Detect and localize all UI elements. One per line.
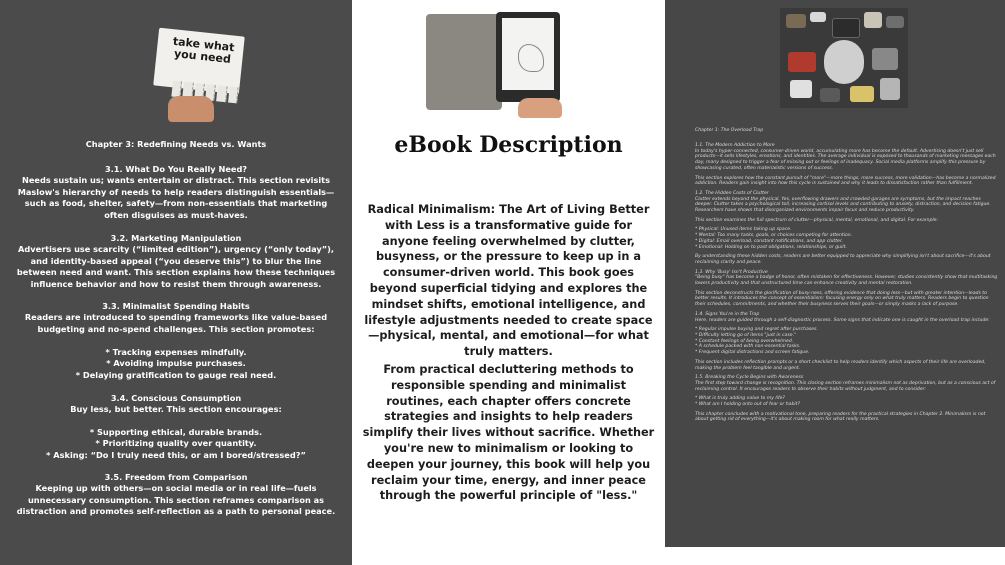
bullet: * Asking: “Do I truly need this, or am I bored/stressed?” [46, 449, 306, 460]
section-body: Keeping up with others—on social media or in real life—fuels unnecessary consumption. This section reframes comparison as distraction and promotes self-reflection as a path to personal peace. [16, 483, 336, 517]
section-3-3 [14, 301, 338, 335]
bullet: * Prioritizing quality over quantity. [95, 438, 257, 449]
section-heading: 3.4. Conscious Consumption [110, 393, 242, 403]
paragraph: Here, readers are guided through a self-diagnostic process. Some signs that indicate one is caught in the overload trap include: [695, 317, 990, 323]
bullet: * Supporting ethical, durable brands. [89, 427, 263, 437]
paragraph: This chapter concludes with a motivational tone, preparing readers for the practical strategies in Chapter 2. Minimalism is not about getting rid of everything—it's about making room for what really matters. [695, 411, 986, 423]
ereader-photo [422, 10, 562, 120]
right-panel [665, 0, 1005, 565]
bullet: * A schedule packed with non-essential tasks. [695, 344, 801, 350]
bullet: * Mental: Too many tasks, goals, or choices competing for attention. [695, 233, 853, 239]
section-heading: 3.5. Freedom from Comparison [104, 472, 248, 482]
section-heading: 3.1. What Do You Really Need? [104, 164, 248, 174]
subheading: 1.4. Signs You're in the Trap [695, 311, 760, 317]
ebook-description-title: eBook Description [394, 132, 623, 158]
bullet: * What am I holding onto out of fear or habit? [695, 402, 800, 408]
bullet: * What is truly adding value to my life? [695, 396, 785, 402]
bullet: * Emotional: Holding on to past obligations, relationships, or guilt. [695, 244, 847, 250]
subheading: 1.1. The Modern Addiction to More [695, 143, 775, 148]
section-body: Needs sustain us; wants entertain or distract. This section revisits Maslow's hierarchy of needs to help readers distinguish essentials—such as food, shelter, safety—from non-essentials that marketing often disguises as must-haves. [17, 175, 335, 220]
bullet: * Constant feelings of being overwhelmed. [695, 338, 794, 344]
section-3-3-bullets [14, 347, 338, 381]
paragraph: "Being busy" has become a badge of honor, often mistaken for effectiveness. However, studies consistently show that multitasking lowers productivity and that unstructured time can enhance creativity and mental restoration. [695, 275, 998, 287]
section-body: Advertisers use scarcity (“limited edition”), urgency (“only today”), and identity-based appeal (“you deserve this”) to blur the line between need and want. This section explains how these techniques influence behavior and how to resist them through awareness. [16, 244, 336, 289]
section-body: Readers are introduced to spending frameworks like value-based budgeting and no-spend challenges. This section promotes: [24, 312, 328, 334]
section-heading: 3.3. Minimalist Spending Habits [102, 301, 250, 311]
section-3-4 [14, 393, 338, 416]
hand [168, 96, 214, 122]
section-3-1 [14, 164, 338, 221]
section-3-5 [14, 472, 338, 518]
section-3-2 [14, 233, 338, 290]
paragraph: In today's hyper-connected, consumer-driven world, accumulating more has become the default. Advertising doesn't just sell products—it sells lifestyles, emotions, and identities. The average individual is exposed to thousands of marketing messages each day, many designed to trigger a fear of missing out or feelings of inadequacy. Social media platforms amplify this pressure by showcasing curated, often materialistic versions of success. [695, 148, 996, 171]
chapter-3-title: Chapter 3: Redefining Needs vs. Wants [85, 139, 267, 149]
section-heading: 3.2. Marketing Manipulation [110, 233, 242, 243]
note-text: take what you need [172, 34, 236, 66]
section-body: Buy less, but better. This section encourages: [70, 404, 282, 415]
take-what-you-need-photo [150, 22, 248, 122]
bullet: * Tracking expenses mindfully. [105, 347, 247, 357]
paragraph: This section examines the full spectrum of clutter—physical, mental, emotional, and digital. For example: [695, 217, 939, 223]
description-paragraph-1: Radical Minimalism: The Art of Living Better with Less is a transformative guide for anyone feeling overwhelmed by clutter, busyness, or the pressure to keep up in a consumer-driven world. This book goes beyond superficial tidying and explores the mindset shifts, emotional intelligence, and lifestyle adjustments needed to create space—physical, mental, and emotional—for what truly matters. [364, 203, 653, 359]
bullet: * Regular impulse buying and regret after purchases. [695, 327, 818, 333]
bullet: * Digital: Email overload, constant notifications, and app clutter. [695, 238, 843, 244]
paragraph: Clutter extends beyond the physical. Yes, overflowing drawers and crowded garages are symptoms, but the impact reaches deeper. Clutter takes a psychological toll, increasing cortisol levels and contributing to anxiety, distraction, and decision fatigue. Researchers have shown that disorganized environments impair focus and reduce productivity. [695, 196, 991, 214]
paragraph: The first step toward change is recognition. This closing section reframes minimalism not as deprivation, but as a conscious act of reclaiming control. It encourages readers to observe their habits without judgment, and to consider: [695, 380, 996, 392]
description-paragraph-2: From practical decluttering methods to responsible spending and minimalist routines, each chapter offers concrete strategies and insights to help readers simplify their lives without sacrifice. Whether you're new to minimalism or looking to deepen your journey, this book will help you reclaim your time, energy, and inner peace through the powerful principle of "less." [362, 363, 655, 503]
ereader-cover [426, 14, 502, 110]
subheading: 1.3. Why 'Busy' Isn't Productive [695, 269, 768, 275]
paragraph: By understanding these hidden costs, readers are better equipped to appreciate why simplifying isn't about sacrifice—it's about reclaiming clarity and peace. [695, 254, 991, 265]
section-3-4-bullets [14, 427, 338, 461]
chapter-1-page [665, 0, 1005, 547]
paragraph: This section deconstructs the glorification of busy-ness, offering evidence that doing less—but with greater intention—leads to better results. It introduces the concept of essentialism: focusing energy only on what truly matters. Readers begin to question their schedules, commitments, and whether their busyness serves their goals—or simply masks a lack of purpose. [695, 290, 989, 308]
paragraph: This section includes reflection prompts or a short checklist to help readers identify which aspects of their life are overloaded, making the problem feel tangible and urgent. [695, 359, 986, 371]
bullet: * Delaying gratification to gauge real need. [75, 369, 277, 380]
subheading: 1.2. The Hidden Costs of Clutter [695, 190, 769, 196]
paragraph: This section explores how the constant pursuit of "more"—more things, more success, more validation—has become a normalized addiction. Readers gain insight into how this cycle is sustained and why it leads to dissatisfaction rather than fulfillment. [695, 175, 996, 187]
bullet: * Avoiding impulse purchases. [106, 358, 246, 369]
bullet: * Difficulty letting go of items "just in case." [695, 332, 797, 338]
middle-panel [352, 0, 665, 565]
chapter-1-title: Chapter 1: The Overload Trap [695, 128, 764, 133]
overload-photo [780, 8, 908, 108]
hand [518, 98, 562, 118]
chapter-1-content [695, 143, 999, 423]
bullet: * Frequent digital distractions and screen fatigue. [695, 350, 810, 356]
subheading: 1.5. Breaking the Cycle Begins with Awareness [695, 375, 804, 381]
bullet: * Physical: Unused items taking up space. [695, 227, 792, 233]
left-panel [0, 0, 352, 565]
